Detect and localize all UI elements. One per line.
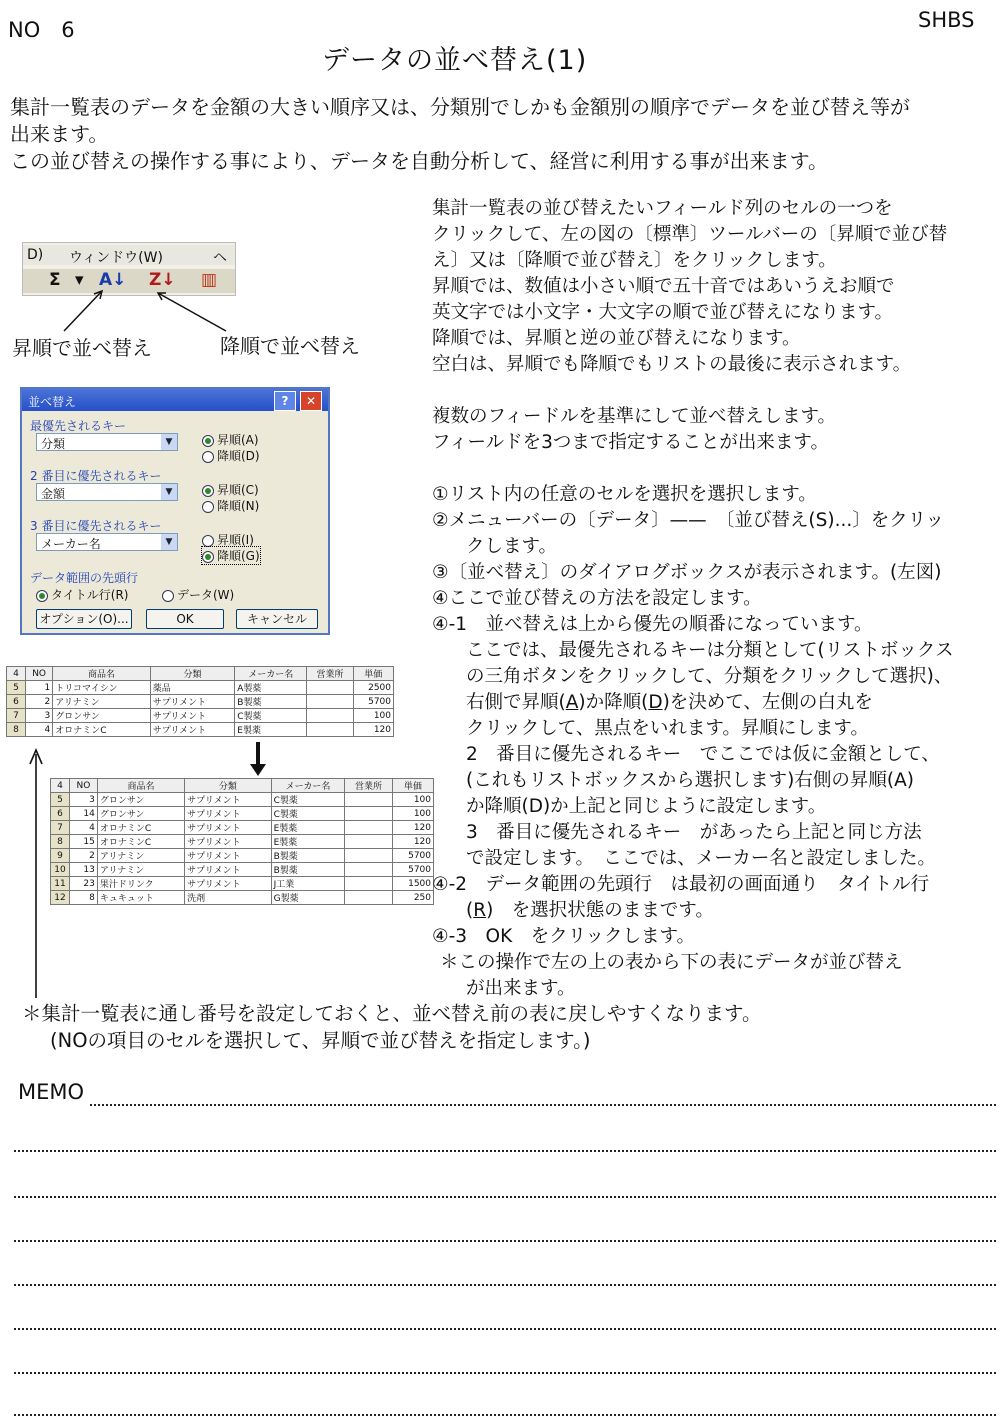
- brand-label: SHBS: [918, 8, 975, 32]
- key1-group-label: 最優先されるキー: [30, 419, 127, 433]
- step-note-cont: が出来ます。: [466, 978, 576, 999]
- table-cell[interactable]: C製薬: [271, 793, 345, 807]
- step-4-1-line: 2 番目に優先されるキー でここでは仮に金額として、: [466, 744, 940, 765]
- table-cell[interactable]: A製薬: [235, 681, 307, 695]
- radio-selected-icon: [36, 590, 48, 602]
- table-cell[interactable]: 2: [70, 849, 98, 863]
- title-row-radio[interactable]: [36, 586, 128, 603]
- column-header: 単価: [353, 667, 393, 681]
- table-cell[interactable]: [345, 891, 392, 905]
- label-sort-descending: 降順で並べ替え: [220, 334, 360, 358]
- table-cell[interactable]: B製薬: [271, 863, 345, 877]
- table-cell[interactable]: アリナミン: [53, 695, 151, 709]
- down-arrow-icon: [250, 764, 266, 776]
- shortcut-letter: R: [473, 900, 487, 921]
- key2-select[interactable]: [36, 483, 178, 501]
- step-4-2: ④-2 データ範囲の先頭行 は最初の画面通り タイトル行: [432, 874, 930, 895]
- table-cell[interactable]: 1500: [392, 877, 433, 891]
- dropdown-icon[interactable]: ▾: [75, 270, 84, 290]
- radio-selected-icon: [202, 435, 214, 447]
- key3-descending-radio[interactable]: [202, 547, 260, 564]
- table-cell[interactable]: サプリメント: [150, 709, 235, 723]
- sort-ascending-icon[interactable]: A↓: [99, 270, 127, 290]
- arrow-to-ascending: [64, 291, 102, 331]
- table-cell[interactable]: G製薬: [271, 891, 345, 905]
- table-cell[interactable]: グロンサン: [97, 793, 184, 807]
- step-4-1-line: で設定します。 ここでは、メーカー名と設定しました。: [466, 848, 936, 869]
- table-cell[interactable]: 3: [26, 709, 53, 723]
- radio-label: タイトル行(R): [51, 588, 129, 602]
- radio-label: 昇順(A): [217, 433, 259, 447]
- text-line: 英文字では小文字・大文字の順で並び替えになります。: [432, 302, 894, 323]
- data-row-radio[interactable]: [162, 586, 234, 603]
- chevron-down-icon[interactable]: ▼: [161, 434, 177, 450]
- table-header-row: [7, 667, 394, 681]
- pointer-arrows: [0, 285, 240, 335]
- row-number: 6: [51, 807, 70, 821]
- table-cell[interactable]: [345, 821, 392, 835]
- radio-label: 降順(N): [217, 499, 260, 513]
- row-number: 11: [51, 877, 70, 891]
- table-cell[interactable]: サプリメント: [185, 863, 271, 877]
- table-cell[interactable]: オロナミンC: [97, 821, 184, 835]
- menu-bar: [23, 245, 235, 265]
- table-cell[interactable]: 5700: [353, 695, 393, 709]
- step-4-1-line: か降順(D)か上記と同じように設定します。: [466, 796, 827, 817]
- table-cell[interactable]: サプリメント: [185, 793, 271, 807]
- memo-line[interactable]: [14, 1284, 996, 1286]
- table-row: [51, 849, 434, 863]
- radio-selected-icon: [202, 551, 214, 563]
- table-cell[interactable]: [345, 793, 392, 807]
- row-number: 5: [51, 793, 70, 807]
- table-cell[interactable]: 14: [70, 807, 98, 821]
- table-cell[interactable]: 100: [353, 709, 393, 723]
- table-cell[interactable]: 5700: [392, 849, 433, 863]
- row-number: 8: [51, 835, 70, 849]
- key1-select[interactable]: [36, 433, 178, 451]
- radio-empty-icon: [162, 590, 174, 602]
- options-button[interactable]: オプション(O)...: [36, 609, 132, 629]
- table-row: [7, 709, 394, 723]
- table-row: [51, 877, 434, 891]
- intro-line: 出来ます。: [10, 122, 109, 146]
- step-4-1-line: [432, 690, 1002, 716]
- radio-label: 降順(G): [217, 549, 260, 563]
- step-4-1-line: クリックして、黒点をいれます。昇順にします。: [466, 718, 869, 739]
- text-line: クリックして、左の図の〔標準〕ツールバーの〔昇順で並び替: [432, 224, 948, 245]
- radio-empty-icon: [202, 451, 214, 463]
- table-cell[interactable]: サプリメント: [185, 835, 271, 849]
- table-row: [51, 891, 434, 905]
- table-cell[interactable]: 250: [392, 891, 433, 905]
- row-number: 4: [51, 779, 70, 793]
- table-cell[interactable]: [345, 849, 392, 863]
- step-3: ③〔並べ替え〕のダイアログボックスが表示されます。(左図): [432, 562, 942, 583]
- radio-empty-icon: [202, 535, 214, 547]
- radio-label: データ(W): [177, 588, 235, 602]
- table-row: [51, 807, 434, 821]
- sort-descending-icon[interactable]: Z↓: [149, 270, 176, 290]
- text-fragment: )を決めて、左側の白丸を: [662, 692, 873, 713]
- table-cell[interactable]: 洗剤: [185, 891, 271, 905]
- table-cell[interactable]: 15: [70, 835, 98, 849]
- serial-number-note-detail: (NOの項目のセルを選択して、昇順で並び替えを指定します。): [50, 1029, 591, 1052]
- step-4-2-line: [432, 898, 1002, 924]
- row-number: 7: [51, 821, 70, 835]
- chevron-down-icon[interactable]: ▼: [161, 534, 177, 550]
- sheet-before-sort: [6, 666, 394, 737]
- table-cell[interactable]: 2500: [353, 681, 393, 695]
- column-header: 分類: [150, 667, 235, 681]
- step-4: ④ここで並び替えの方法を設定します。: [432, 588, 762, 609]
- table-cell[interactable]: キュキュット: [97, 891, 184, 905]
- table-cell[interactable]: グロンサン: [53, 709, 151, 723]
- row-number: 7: [7, 709, 26, 723]
- radio-label: 降順(D): [217, 449, 260, 463]
- row-number: 5: [7, 681, 26, 695]
- column-header: 営業所: [345, 779, 392, 793]
- chevron-down-icon[interactable]: ▼: [161, 484, 177, 500]
- column-header: メーカー名: [271, 779, 345, 793]
- steps-list: [432, 482, 1002, 1002]
- menu-item-data[interactable]: D): [27, 247, 44, 263]
- key2-descending-radio[interactable]: [202, 497, 259, 514]
- key3-select[interactable]: [36, 533, 178, 551]
- page-number: NO 6: [8, 18, 75, 42]
- menu-item-help[interactable]: ヘ: [213, 250, 227, 266]
- table-cell[interactable]: B製薬: [235, 695, 307, 709]
- table-cell[interactable]: [345, 863, 392, 877]
- label-sort-ascending: 昇順で並べ替え: [12, 336, 152, 360]
- table-cell[interactable]: [307, 681, 353, 695]
- step-4-3: ④-3 OK をクリックします。: [432, 926, 696, 947]
- table-cell[interactable]: E製薬: [271, 821, 345, 835]
- table-cell[interactable]: 13: [70, 863, 98, 877]
- ok-button[interactable]: OK: [146, 609, 224, 629]
- step-1: ①リスト内の任意のセルを選択を選択します。: [432, 484, 817, 505]
- key3-ascending-radio[interactable]: [202, 531, 254, 548]
- sort-dialog: [20, 387, 330, 635]
- table-cell[interactable]: 果汁ドリンク: [97, 877, 184, 891]
- explanation-multi-sort: [432, 404, 1002, 456]
- table-cell[interactable]: 4: [70, 821, 98, 835]
- table-cell[interactable]: 100: [392, 793, 433, 807]
- column-header: NO: [26, 667, 53, 681]
- key1-ascending-radio[interactable]: [202, 431, 259, 448]
- key1-descending-radio[interactable]: [202, 447, 260, 464]
- column-header: 単価: [392, 779, 433, 793]
- memo-line[interactable]: [14, 1328, 996, 1330]
- table-cell[interactable]: サプリメント: [185, 821, 271, 835]
- sheet-after-sort: [50, 778, 434, 905]
- memo-line[interactable]: [14, 1196, 996, 1198]
- row-number: 6: [7, 695, 26, 709]
- radio-label: 昇順(C): [217, 483, 259, 497]
- table-cell[interactable]: E製薬: [271, 835, 345, 849]
- table-row: [7, 695, 394, 709]
- step-4-1: ④-1 並べ替えは上から優先の順番になっています。: [432, 614, 873, 635]
- memo-line[interactable]: [14, 1240, 996, 1242]
- table-cell[interactable]: 3: [70, 793, 98, 807]
- memo-line[interactable]: [14, 1150, 996, 1152]
- radio-label: 昇順(I): [217, 533, 254, 547]
- table-cell[interactable]: 2: [26, 695, 53, 709]
- table-cell[interactable]: オロナミンC: [97, 835, 184, 849]
- table-cell[interactable]: 23: [70, 877, 98, 891]
- chart-wizard-icon[interactable]: ▥: [201, 270, 218, 290]
- column-header: 営業所: [307, 667, 353, 681]
- table-cell[interactable]: C製薬: [235, 709, 307, 723]
- table-row: [51, 835, 434, 849]
- column-header: NO: [70, 779, 98, 793]
- intro-line: この並び替えの操作する事により、データを自動分析して、経営に利用する事が出来ます。: [10, 149, 828, 173]
- text-line: フィールドを3つまで指定することが出来ます。: [432, 432, 829, 453]
- table-row: [51, 863, 434, 877]
- table-cell[interactable]: アリナミン: [97, 849, 184, 863]
- table-cell[interactable]: サプリメント: [185, 849, 271, 863]
- dialog-titlebar: [22, 389, 328, 411]
- key3-group-label: 3 番目に優先されるキー: [30, 519, 162, 533]
- close-button[interactable]: ✕: [300, 391, 322, 411]
- row-number: 12: [51, 891, 70, 905]
- table-cell[interactable]: トリコマイシン: [53, 681, 151, 695]
- text-line: 昇順では、数値は小さい順で五十音ではあいうえお順で: [432, 276, 895, 297]
- text-fragment: 右側で昇順(: [466, 692, 566, 713]
- row-number: 4: [7, 667, 26, 681]
- row-number: 10: [51, 863, 70, 877]
- text-fragment: )か降順(: [578, 692, 649, 713]
- dialog-title: 並べ替え: [28, 395, 77, 409]
- table-cell[interactable]: グロンサン: [97, 807, 184, 821]
- header-row-group-label: データ範囲の先頭行: [30, 571, 139, 585]
- table-cell[interactable]: 120: [353, 723, 393, 737]
- table-row: [51, 821, 434, 835]
- help-button[interactable]: ?: [274, 391, 296, 411]
- column-header: 分類: [185, 779, 271, 793]
- step-4-1-line: (これもリストボックスから選択します)右側の昇順(A): [466, 770, 914, 791]
- table-cell[interactable]: アリナミン: [97, 863, 184, 877]
- step-4-1-line: ここでは、最優先されるキーは分類として(リストボックス: [466, 640, 954, 661]
- page-title: データの並べ替え(1): [322, 45, 588, 76]
- arrow-to-descending: [158, 293, 226, 331]
- table-cell[interactable]: C製薬: [271, 807, 345, 821]
- step-2: ②メニューバーの〔データ〕—— 〔並び替え(S)...〕をクリッ: [432, 510, 944, 531]
- table-cell[interactable]: [345, 835, 392, 849]
- key2-ascending-radio[interactable]: [202, 481, 259, 498]
- table-row: [7, 681, 394, 695]
- menu-item-window[interactable]: ウィンドウ(W): [69, 250, 163, 266]
- table-cell[interactable]: サプリメント: [150, 723, 235, 737]
- cancel-button[interactable]: キャンセル: [236, 609, 318, 629]
- memo-label: MEMO: [18, 1080, 85, 1104]
- table-header-row: [51, 779, 434, 793]
- intro-line: 集計一覧表のデータを金額の大きい順序又は、分類別でしかも金額別の順序でデータを並び替え等が: [10, 95, 910, 119]
- table-cell[interactable]: 100: [392, 807, 433, 821]
- step-4-1-line: 3 番目に優先されるキー があったら上記と同じ方法: [466, 822, 922, 843]
- table-cell[interactable]: 120: [392, 821, 433, 835]
- key2-group-label: 2 番目に優先されるキー: [30, 469, 162, 483]
- table-cell[interactable]: サプリメント: [185, 807, 271, 821]
- table-cell[interactable]: 4: [26, 723, 53, 737]
- text-fragment: (: [466, 900, 474, 921]
- table-cell[interactable]: [307, 709, 353, 723]
- text-line: 集計一覧表の並び替えたいフィールド列のセルの一つを: [432, 198, 893, 219]
- step-2-cont: クします。: [466, 536, 558, 557]
- text-line: 降順では、昇順と逆の並び替えになります。: [432, 328, 801, 349]
- text-line: え〕又は〔降順で並び替え〕をクリックします。: [432, 250, 837, 271]
- table-cell[interactable]: 薬品: [150, 681, 235, 695]
- column-header: 商品名: [97, 779, 184, 793]
- explanation-single-sort: [432, 196, 1002, 378]
- radio-empty-icon: [202, 501, 214, 513]
- table-cell[interactable]: B製薬: [271, 849, 345, 863]
- radio-selected-icon: [202, 485, 214, 497]
- memo-line[interactable]: [14, 1372, 996, 1374]
- row-number: 8: [7, 723, 26, 737]
- table-cell[interactable]: E製薬: [235, 723, 307, 737]
- table-cell[interactable]: [345, 877, 392, 891]
- row-number: 9: [51, 849, 70, 863]
- autosum-icon[interactable]: Σ: [49, 270, 61, 290]
- table-cell[interactable]: 120: [392, 835, 433, 849]
- table-cell[interactable]: 5700: [392, 863, 433, 877]
- intro-paragraph: [10, 94, 1000, 175]
- text-fragment: ) を選択状態のままです。: [486, 900, 714, 921]
- memo-line[interactable]: [14, 1414, 996, 1416]
- table-cell[interactable]: オロナミンC: [53, 723, 151, 737]
- table-cell[interactable]: サプリメント: [185, 877, 271, 891]
- table-cell[interactable]: 1: [26, 681, 53, 695]
- table-cell[interactable]: [307, 695, 353, 709]
- column-header: メーカー名: [235, 667, 307, 681]
- step-note: ＊この操作で左の上の表から下の表にデータが並び替え: [440, 952, 903, 973]
- table-cell[interactable]: 8: [70, 891, 98, 905]
- shortcut-letter: D: [648, 692, 663, 713]
- column-header: 商品名: [53, 667, 151, 681]
- key3-value: メーカー名: [41, 537, 101, 551]
- key1-value: 分類: [41, 437, 66, 451]
- table-cell[interactable]: [345, 807, 392, 821]
- key2-value: 金額: [41, 487, 66, 501]
- serial-number-note: ＊集計一覧表に通し番号を設定しておくと、並べ替え前の表に戻しやすくなります。: [22, 1002, 762, 1025]
- table-row: [51, 793, 434, 807]
- shortcut-letter: A: [565, 692, 579, 713]
- memo-line[interactable]: [90, 1104, 996, 1106]
- table-cell[interactable]: サプリメント: [150, 695, 235, 709]
- step-4-1-line: の三角ボタンをクリックして、分類をクリックして選択)、: [466, 666, 953, 687]
- table-cell[interactable]: [307, 723, 353, 737]
- text-line: 空白は、昇順でも降順でもリストの最後に表示されます。: [432, 354, 912, 375]
- table-cell[interactable]: J工業: [271, 877, 345, 891]
- text-line: 複数のフィードルを基準にして並べ替えします。: [432, 406, 837, 427]
